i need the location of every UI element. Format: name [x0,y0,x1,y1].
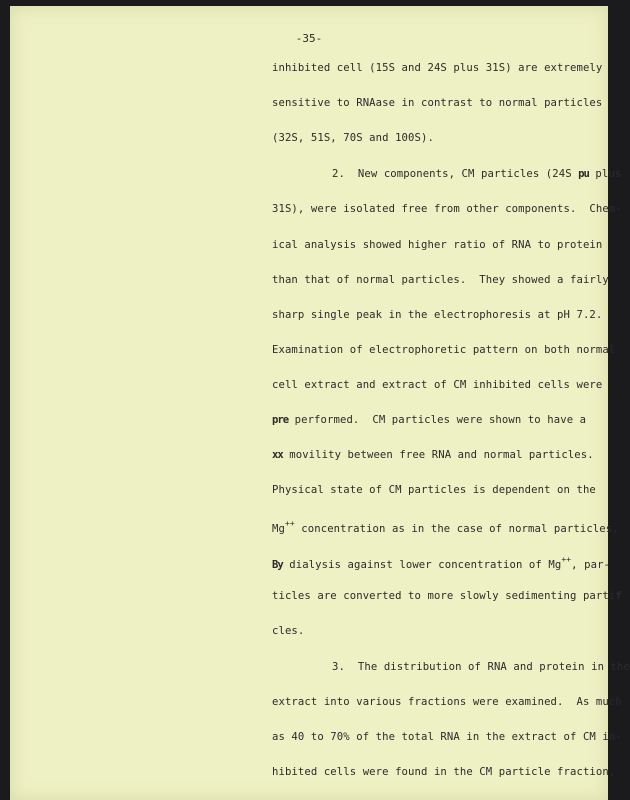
superscript: ++ [561,555,572,564]
text-line: sharp single peak in the electrophoresis at pH 7.2. [272,309,603,321]
text-line: Physical state of CM particles is dependent on the [272,484,596,496]
struck-out-text: xx [272,449,283,461]
text-line: Examination of electrophoretic pattern on both normal [272,344,616,356]
text-fragment: 2. New components, CM particles (24S [332,168,572,180]
overtyped-text: By [272,559,283,571]
text-line: extract into various fractions were examined. As much [272,696,622,708]
text-line: sensitive to RNAase in contrast to normal particles [272,97,603,109]
text-line: cles. [272,625,305,637]
text-fragment: , par- [571,559,611,571]
text-fragment: dialysis against lower concentration of Mg [282,559,562,571]
text-fragment: performed. CM particles were shown to have a [288,414,587,426]
text-fragment: concentration as in the case of normal particles. [294,523,619,535]
text-line: than that of normal particles. They showed a fairly [272,274,609,286]
text-fragment: plus [588,168,622,180]
text-fragment: Mg [272,523,285,535]
superscript: ++ [284,519,295,528]
text-line [272,555,610,571]
document-page [10,6,630,800]
text-fragment: ticles are converted to more slowly sedimenting parti [272,590,616,602]
text-fragment: movility between free RNA and normal particles. [282,449,594,461]
text-line [272,519,619,535]
text-line [272,590,621,602]
overtyped-text: f [615,590,621,602]
page-number: -35- [295,32,323,45]
text-line: ical analysis showed higher ratio of RNA to protein [272,239,603,251]
text-line [272,449,594,461]
struck-out-text: pu [578,168,589,180]
text-line: hibited cells were found in the CM particle fraction, [272,766,616,778]
text-line: as 40 to 70% of the total RNA in the extract of CM in- [272,731,622,743]
text-line: 31S), were isolated free from other components. Chem- [272,203,622,215]
text-line: inhibited cell (15S and 24S plus 31S) are extremely [272,62,603,74]
text-line: 3. The distribution of RNA and protein in the [332,661,630,673]
text-line: (32S, 51S, 70S and 100S). [272,132,434,144]
struck-out-text: pre [272,414,289,426]
text-line [332,168,621,180]
text-line: cell extract and extract of CM inhibited cells were [272,379,603,391]
text-line [272,414,586,426]
